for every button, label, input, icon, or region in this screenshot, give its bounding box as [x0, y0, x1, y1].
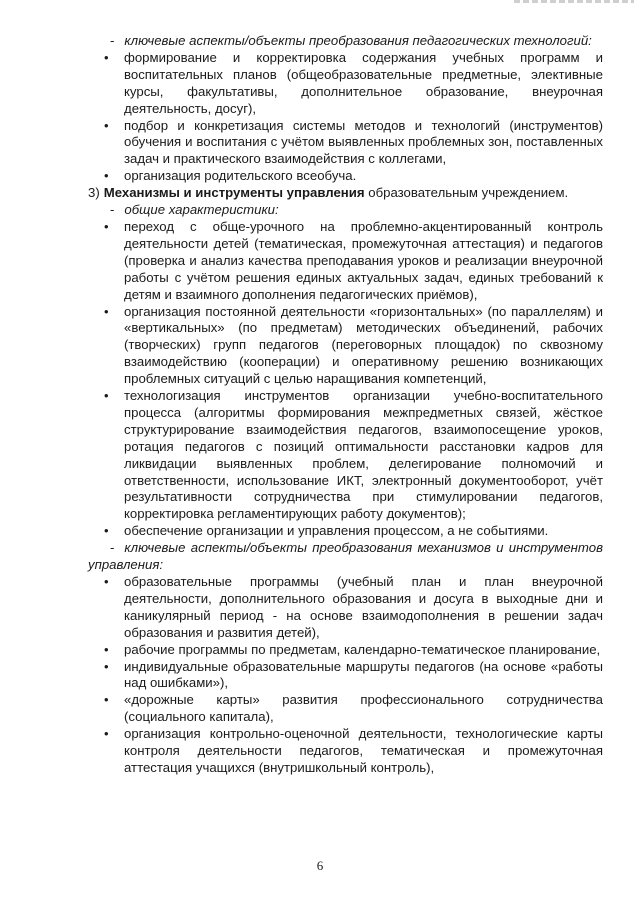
bullet-list-pedagogical-technologies	[88, 50, 603, 185]
bullet-icon: •	[104, 388, 109, 404]
bullet-icon: •	[104, 574, 109, 589]
section-title-rest: образовательным учреждением.	[368, 185, 569, 201]
list-item	[88, 388, 603, 523]
bullet-list-general	[88, 219, 603, 540]
bullet-icon: •	[104, 692, 109, 708]
list-item	[88, 118, 603, 169]
list-item	[88, 659, 603, 693]
dash-marker: -	[110, 202, 115, 218]
bullet-icon: •	[104, 641, 109, 657]
subsection-intro-text: ключевые аспекты/объекты преобразования педагогических технологий:	[124, 33, 592, 48]
bullet-icon: •	[104, 523, 109, 539]
bullet-icon: •	[104, 726, 109, 742]
subsection-intro-pedagogical-technologies	[88, 33, 603, 50]
list-item-text: организация контрольно-оценочной деятельности, технологические карты контроля деятельности педагогов, тематическая и промежуточная аттестация учащихся (внутришкольный контроль),	[124, 726, 603, 775]
list-item-text: организация постоянной деятельности «горизонтальных» (по параллелям) и «вертикальных» (по предметам) методических объединений, рабочих (творческих) групп педагогов (переговорных площадок) по сквозному взаимодействию (кооперации) и оперативному решению возникающих проблемных ситуаций с целью наращивания компетенций,	[124, 303, 603, 387]
bullet-list-management-tools	[88, 574, 603, 777]
section-number: 3)	[88, 185, 100, 201]
bullet-icon: •	[104, 218, 109, 234]
list-item-text: организация родительского всеобуча.	[124, 168, 357, 184]
list-item	[88, 523, 603, 540]
list-item	[88, 304, 603, 389]
section-title-bold: Механизмы и инструменты управления	[103, 185, 365, 201]
list-item-text: формирование и корректировка содержания учебных программ и воспитательных планов (общеобразовательные предметные, элективные курсы, факультативы, дополнительное образование, внеурочная деятельность, досуг),	[124, 49, 603, 116]
bullet-icon: •	[104, 168, 109, 184]
list-item	[88, 574, 603, 642]
bullet-icon: •	[104, 49, 109, 65]
list-item	[88, 50, 603, 118]
list-item-text: индивидуальные образовательные маршруты педагогов (на основе «работы над ошибками»),	[124, 658, 603, 691]
document-body	[88, 33, 603, 777]
section-heading	[88, 185, 603, 202]
list-item	[88, 168, 603, 185]
bullet-icon: •	[104, 303, 109, 319]
dash-marker: -	[110, 540, 115, 556]
list-item	[88, 219, 603, 304]
dash-marker: -	[110, 33, 115, 48]
subsection-intro-management-tools	[88, 540, 603, 574]
bullet-icon: •	[104, 658, 109, 674]
bullet-icon: •	[104, 117, 109, 133]
list-item-text: обеспечение организации и управления процессом, а не событиями.	[124, 523, 549, 539]
list-item-text: «дорожные карты» развития профессионального сотрудничества (социального капитала),	[124, 692, 603, 725]
list-item-text: рабочие программы по предметам, календарно-тематическое планирование,	[124, 641, 601, 657]
subsection-intro-text: ключевые аспекты/объекты преобразования механизмов и инструментов управления:	[88, 540, 603, 573]
subsection-intro-general	[88, 202, 603, 219]
list-item-text: технологизация инструментов организации учебно-воспитательного процесса (алгоритмы формирования межпредметных связей, жёсткое структурирование взаимодействия педагогов, взаимопосещение уроков, ротация педагогов с позиций оптимальности расстановки кадров для ликвидации выявленных проблем, делегирование полномочий и ответственности, использование ИКТ, электронный документооборот, учёт результативности сотрудничества при стимулировании педагогов, корректировка регламентирующих работу документов);	[124, 388, 603, 522]
subsection-intro-text: общие характеристики:	[124, 202, 279, 218]
list-item	[88, 726, 603, 777]
list-item	[88, 692, 603, 726]
list-item-text: образовательные программы (учебный план и план внеурочной деятельности, дополнительного образования и досуга в выходные дни и каникулярный период - на основе взаимодополнения в решении задач образования и развития детей),	[124, 574, 603, 640]
list-item-text: переход с обще-урочного на проблемно-акцентированный контроль деятельности детей (тематическая, промежуточная аттестация) и педагогов (проверка и анализ качества преподавания уроков и реализации внеурочной работы с учётом решения единых актуальных задач, единых требований к детям и взаимного дополнения педагогических приёмов),	[124, 218, 603, 302]
page-number: 6	[316, 858, 324, 873]
list-item-text: подбор и конкретизация системы методов и технологий (инструментов) обучения и воспитания с учётом выявленных проблемных зон, поставленных задач и практического взаимодействия с коллегами,	[124, 117, 603, 167]
list-item	[88, 642, 603, 659]
